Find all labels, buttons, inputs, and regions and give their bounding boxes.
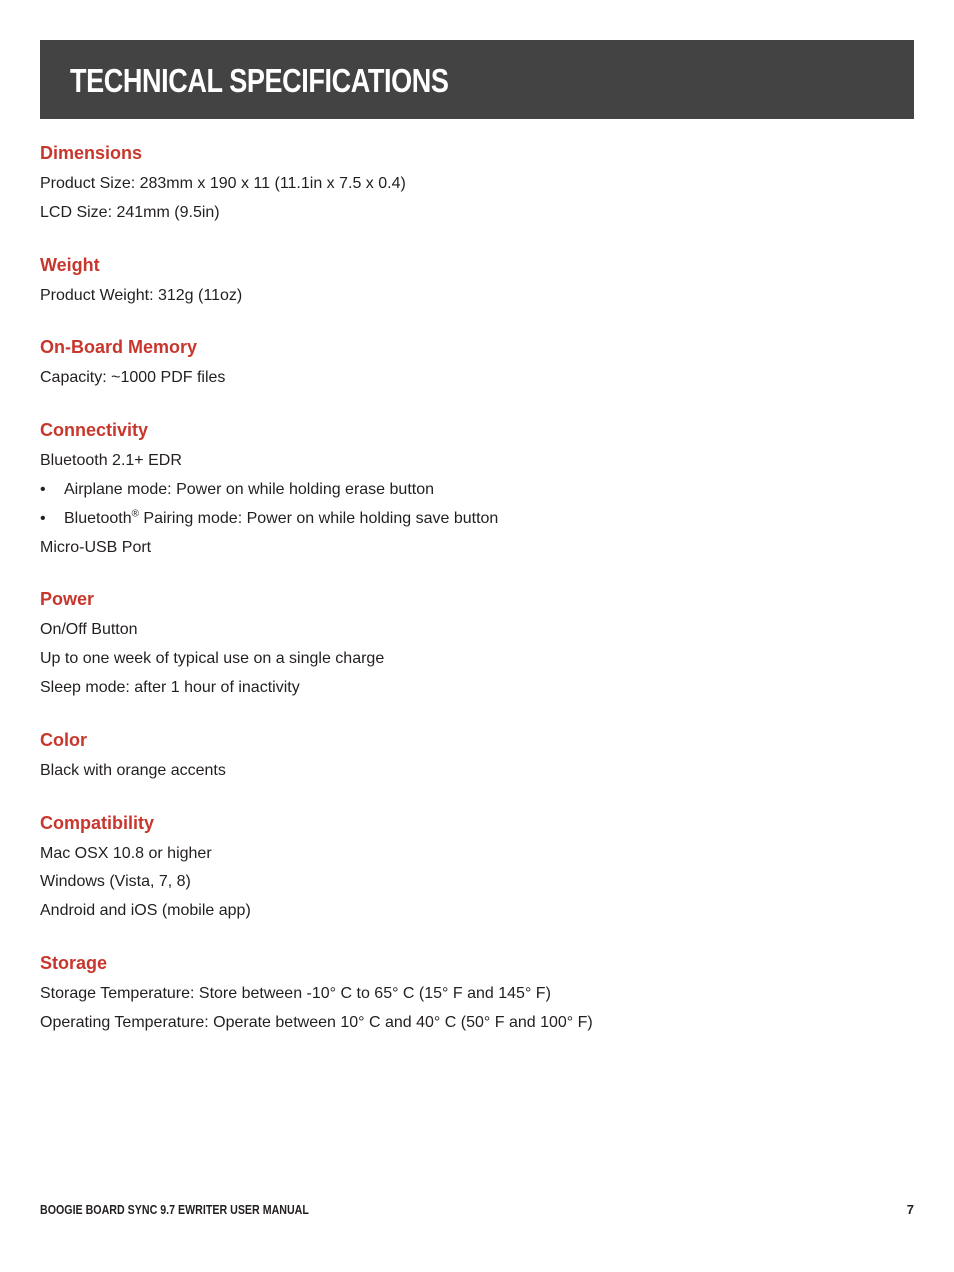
section-power [40, 587, 914, 702]
section-compatibility [40, 811, 914, 926]
section-color [40, 728, 914, 786]
section-heading: Compatibility [40, 812, 155, 833]
bullet-text: Pairing mode: Power on while holding save button [138, 509, 499, 527]
spec-line: Windows (Vista, 7, 8) [40, 873, 191, 891]
spec-line: Product Size: 283mm x 190 x 11 (11.1in x 7.5 x 0.4) [40, 175, 406, 192]
spec-content [40, 141, 914, 1063]
footer-page-number: 7 [906, 1202, 914, 1217]
spec-line: Operating Temperature: Operate between 10° C and 40° C (50° F and 100° F) [40, 1013, 593, 1031]
spec-line: Up to one week of typical use on a single charge [40, 650, 385, 668]
section-memory [40, 335, 914, 393]
section-dimensions [40, 141, 914, 228]
section-connectivity [40, 418, 914, 562]
section-heading: Storage [40, 952, 108, 973]
bullet-item [40, 505, 914, 534]
spec-line: Bluetooth 2.1+ EDR [40, 452, 182, 470]
registered-mark: ® [131, 508, 139, 520]
section-weight [40, 253, 914, 311]
spec-line: Black with orange accents [40, 761, 226, 779]
spec-line: LCD Size: 241mm (9.5in) [40, 203, 220, 221]
section-heading: Connectivity [40, 420, 149, 441]
bullet-icon: • [40, 480, 46, 498]
section-heading: Dimensions [40, 143, 143, 163]
section-heading: Power [40, 589, 95, 610]
page-title: TECHNICAL SPECIFICATIONS [70, 61, 449, 99]
bullet-text: Airplane mode: Power on while holding erase button [64, 480, 435, 498]
header-bar [40, 40, 914, 119]
section-heading: On-Board Memory [40, 337, 198, 358]
spec-line: On/Off Button [40, 621, 138, 639]
spec-line: Mac OSX 10.8 or higher [40, 844, 212, 862]
spec-line: Capacity: ~1000 PDF files [40, 369, 226, 387]
footer-manual-title: BOOGIE BOARD SYNC 9.7 EWRITER USER MANUAL [40, 1202, 309, 1217]
spec-line: Sleep mode: after 1 hour of inactivity [40, 678, 300, 696]
spec-line: Micro-USB Port [40, 538, 152, 556]
section-heading: Color [40, 729, 87, 750]
spec-line: Product Weight: 312g (11oz) [40, 286, 243, 304]
bullet-item [40, 476, 914, 505]
section-storage [40, 951, 914, 1038]
bullet-text-prefix: Bluetooth [64, 509, 132, 527]
spec-line: Storage Temperature: Store between -10° C to 65° C (15° F and 145° F) [40, 984, 551, 1002]
spec-line: Android and iOS (mobile app) [40, 902, 251, 920]
section-heading: Weight [40, 254, 100, 275]
bullet-icon: • [40, 509, 46, 527]
